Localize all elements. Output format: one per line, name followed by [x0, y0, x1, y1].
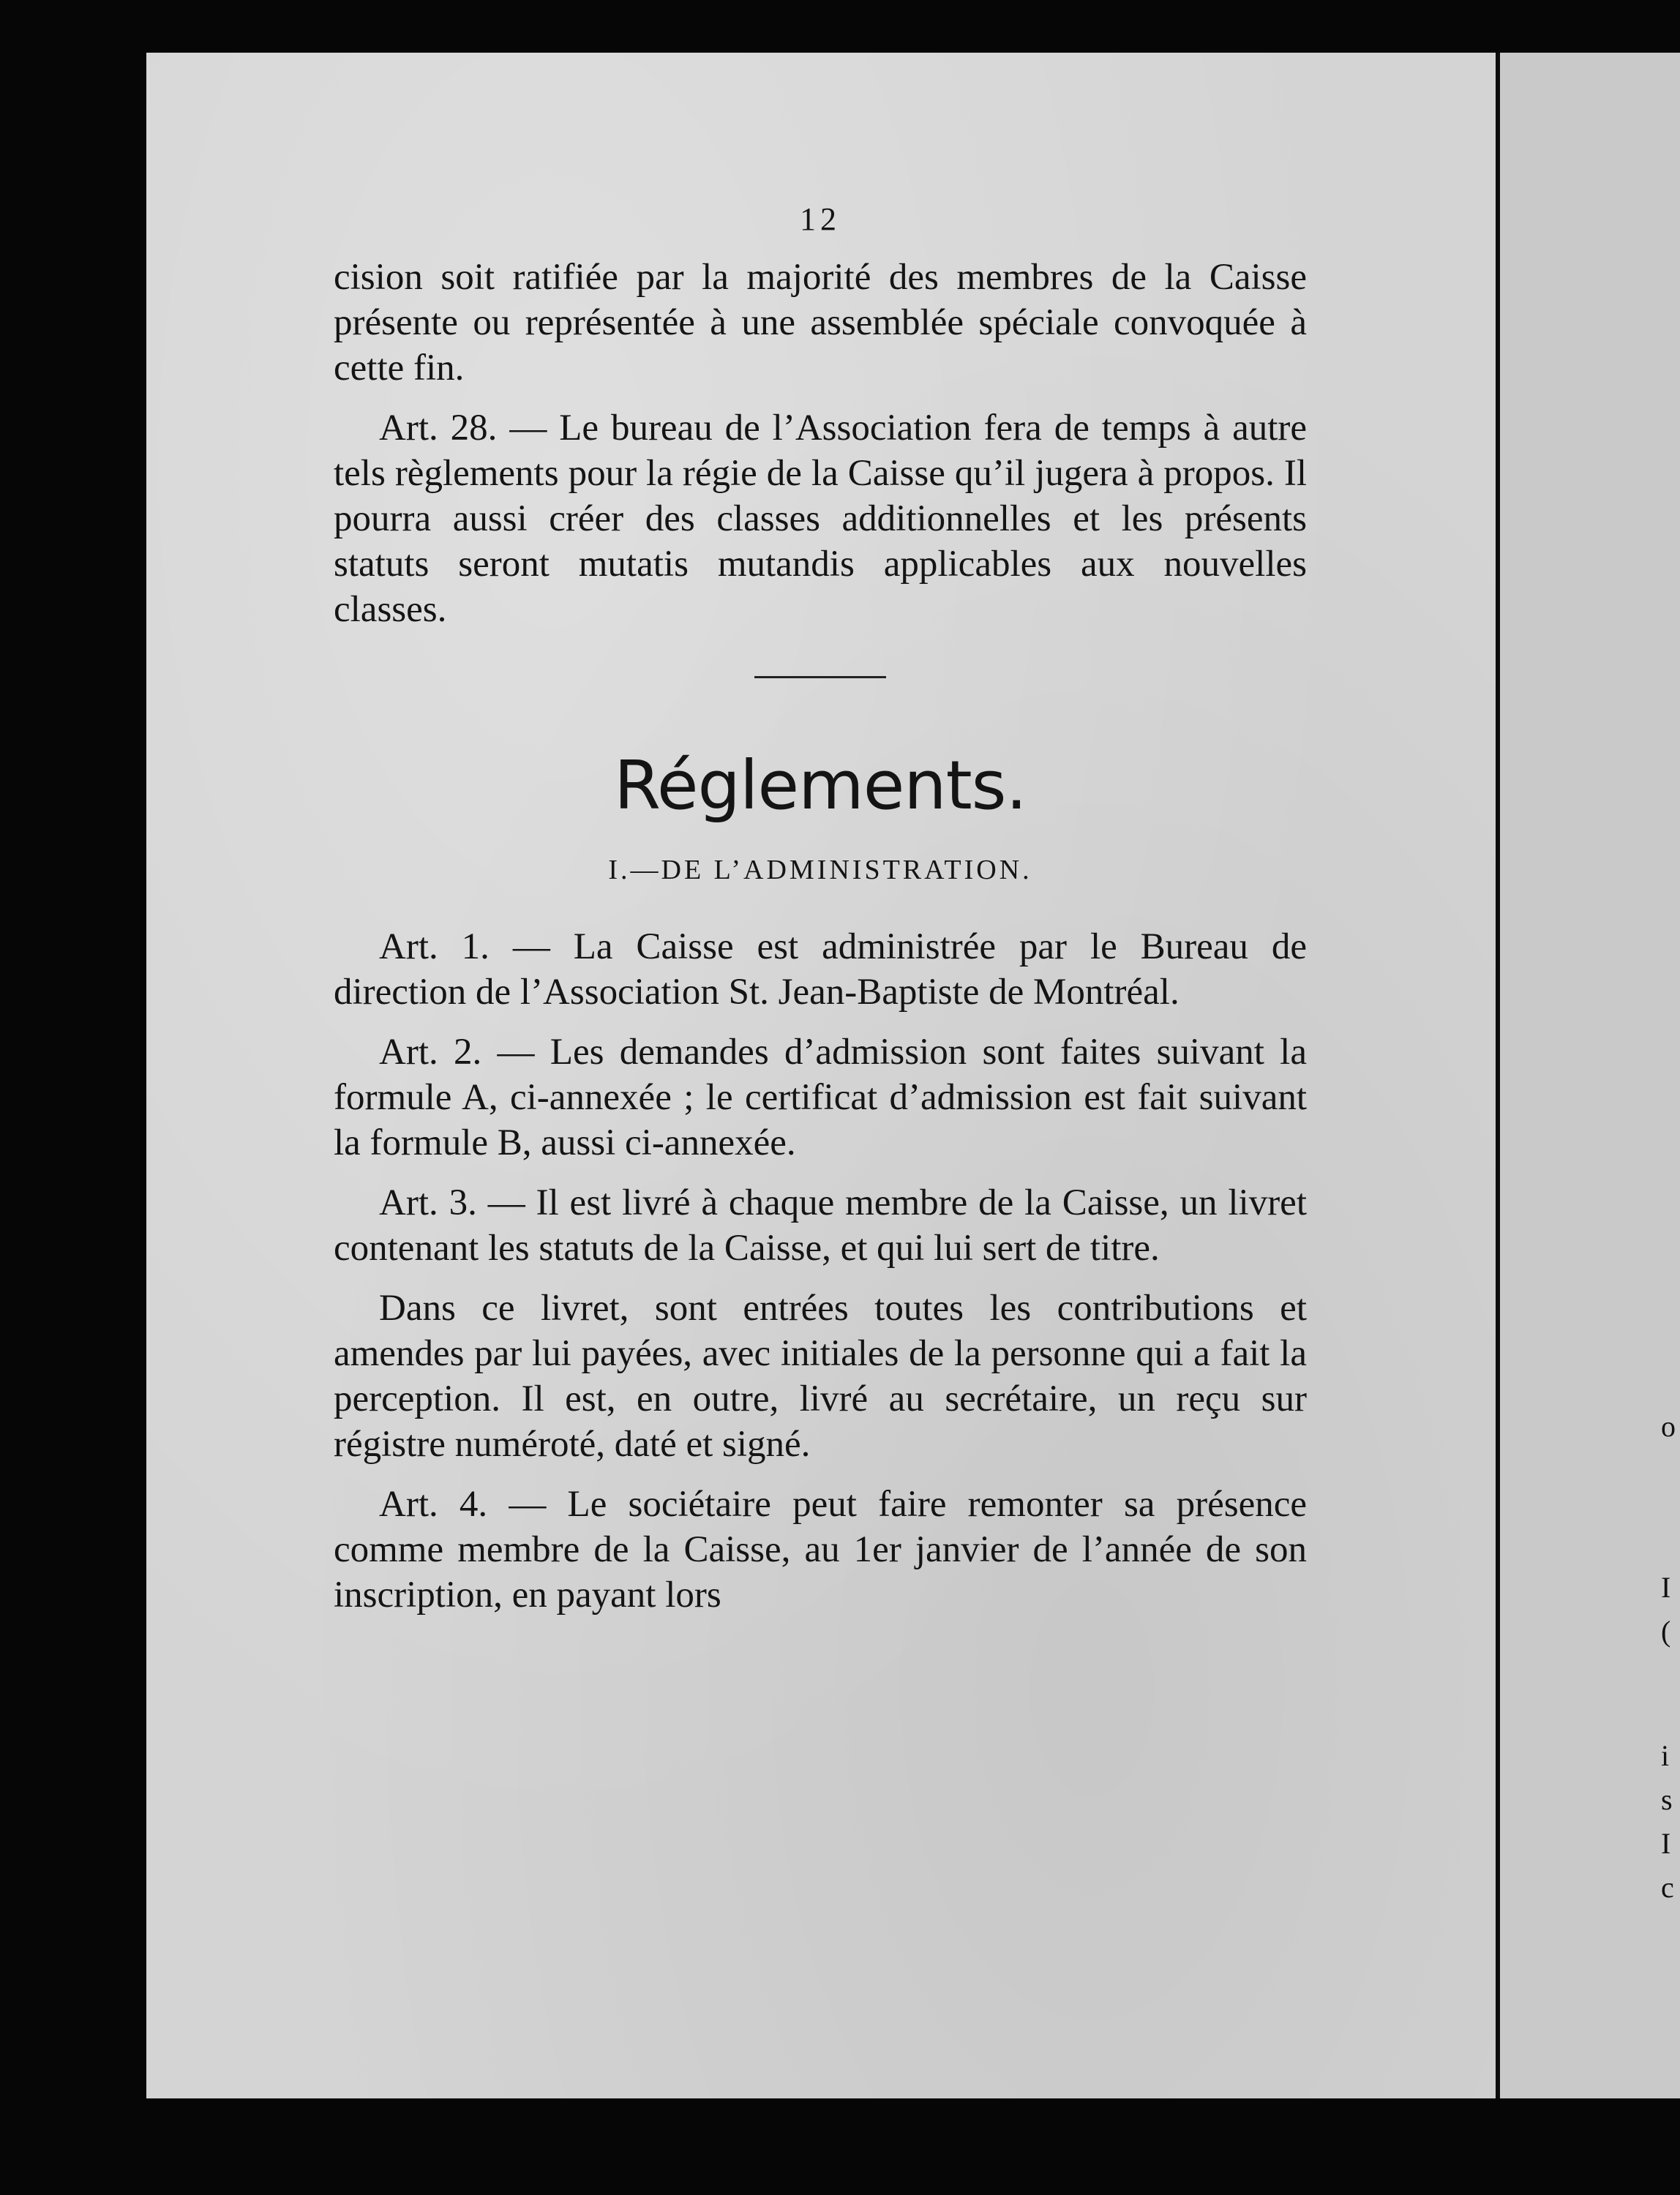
section-divider — [754, 676, 886, 678]
page-number: 12 — [800, 201, 841, 237]
article-1: Art. 1. — La Caisse est administrée par le Bureau de direction de l’Association St. Jean-Baptiste de Montréal. — [334, 926, 1307, 1013]
facing-page-glyph: i — [1661, 1739, 1670, 1772]
facing-page-glyph: s — [1661, 1783, 1673, 1816]
facing-page-glyph: o — [1661, 1410, 1676, 1443]
paragraph-continuation: cision soit ratifiée par la majorité des membres de la Caisse présente ou représentée à une assemblée spéciale convoquée à cette fin. — [334, 257, 1307, 389]
facing-page-glyph: I — [1661, 1571, 1671, 1604]
facing-page-glyph: c — [1661, 1871, 1674, 1904]
facing-page-glyph: I — [1661, 1827, 1671, 1860]
facing-page-edge — [1500, 53, 1680, 2098]
section-title: Réglements. — [614, 746, 1027, 825]
article-3-continued: Dans ce livret, sont entrées toutes les contributions et amendes par lui payées, avec initiales de la personne qui a fait la perception. Il est, en outre, livré au secrétaire, un reçu sur régistre numéroté, daté et signé. — [334, 1288, 1307, 1465]
article-28: Art. 28. — Le bureau de l’Association fera de temps à autre tels règlements pour la régie de la Caisse qu’il jugera à propos. Il pourra aussi créer des classes additionnelles et les présents statuts seront mutatis mutandis applicables aux nouvelles classes. — [334, 408, 1307, 630]
subsection-title: I.—DE L’ADMINISTRATION. — [608, 855, 1032, 885]
article-2: Art. 2. — Les demandes d’admission sont faites suivant la formule A, ci-annexée ; le certificat d’admission est fait suivant la formule B, aussi ci-annexée. — [334, 1032, 1307, 1163]
page-text — [334, 198, 1307, 1632]
article-3: Art. 3. — Il est livré à chaque membre de la Caisse, un livret contenant les statuts de la Caisse, et qui lui sert de titre. — [334, 1182, 1307, 1269]
article-4: Art. 4. — Le sociétaire peut faire remonter sa présence comme membre de la Caisse, au 1er janvier de l’année de son inscription, en payant lors — [334, 1484, 1307, 1616]
facing-page-glyph: ( — [1661, 1615, 1671, 1648]
